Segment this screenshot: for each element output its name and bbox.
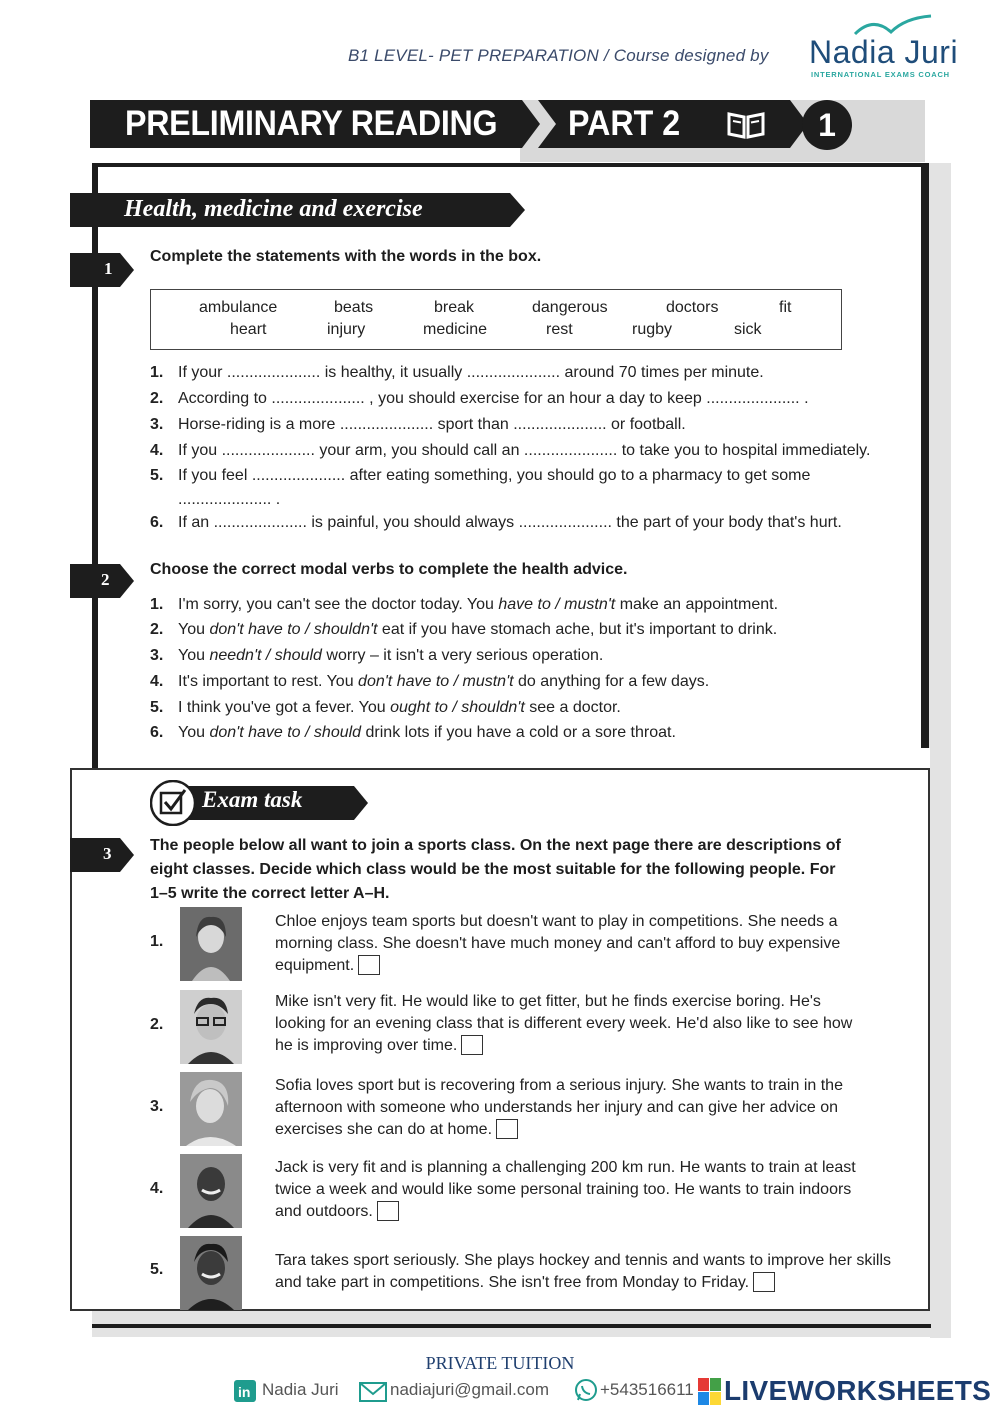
linkedin-icon[interactable] xyxy=(234,1380,256,1402)
item-text: do anything for a few days. xyxy=(513,673,710,690)
word: doctors xyxy=(666,299,719,316)
item-text: drink lots if you have a cold or a sore throat. xyxy=(361,724,676,741)
description-line: Sofia loves sport but is recovering from a serious injury. She wants to train in the xyxy=(275,1077,843,1094)
exercise-2-instruction: Choose the correct modal verbs to complete the health advice. xyxy=(150,561,628,578)
part-label: PART 2 xyxy=(568,104,681,143)
svg-text:in: in xyxy=(238,1384,251,1400)
frame-shadow xyxy=(929,163,951,748)
item-text: You xyxy=(178,647,210,664)
whatsapp-icon[interactable] xyxy=(574,1378,598,1402)
modal-options[interactable]: don't have to / shouldn't xyxy=(209,621,378,638)
item-number: 5. xyxy=(150,467,164,484)
item-number: 1. xyxy=(150,364,164,381)
logo-name: Nadia Juri xyxy=(809,34,959,70)
item-number: 6. xyxy=(150,724,164,741)
person-number: 3. xyxy=(150,1098,164,1115)
modal-options[interactable]: ought to / shouldn't xyxy=(390,699,525,716)
item-text: I think you've got a fever. You xyxy=(178,699,391,716)
book-icon xyxy=(726,110,766,140)
item-text: You xyxy=(178,724,210,741)
page-title: PRELIMINARY READING xyxy=(125,104,498,143)
answer-box[interactable] xyxy=(753,1272,775,1292)
exercise-1-instruction: Complete the statements with the words in the box. xyxy=(150,248,542,265)
private-tuition-label: PRIVATE TUITION xyxy=(425,1353,575,1373)
frame-right xyxy=(921,163,929,748)
answer-box[interactable] xyxy=(461,1035,483,1055)
modal-options[interactable]: have to / mustn't xyxy=(498,596,616,613)
person-number: 5. xyxy=(150,1261,164,1278)
item-text: I'm sorry, you can't see the doctor today. You xyxy=(178,596,499,613)
word: beats xyxy=(334,299,374,316)
item-text[interactable]: If you ..................... your arm, you should call an ..................... to take you to hospital immediately. xyxy=(178,442,871,459)
person-photo-jack xyxy=(180,1154,242,1228)
modal-options[interactable]: don't have to / mustn't xyxy=(358,673,514,690)
description-line: Tara takes sport seriously. She plays hockey and tennis and wants to improve her skills xyxy=(275,1252,891,1269)
item-text[interactable]: According to ..................... , you should exercise for an hour a day to keep ..................... . xyxy=(178,390,809,407)
logo-subtitle: INTERNATIONAL EXAMS COACH xyxy=(811,70,950,79)
liveworksheets-brand: LIVEWORKSHEETS xyxy=(724,1375,992,1406)
item-text[interactable]: If an ..................... is painful, you should always ..................... the part of your body that's hurt. xyxy=(178,514,842,531)
person-number: 2. xyxy=(150,1016,164,1033)
exercise-1-number: 1 xyxy=(104,259,113,278)
word: medicine xyxy=(423,321,488,338)
person-number: 1. xyxy=(150,933,164,950)
item-number: 1. xyxy=(150,596,164,613)
phone-number[interactable]: +543516611 xyxy=(600,1380,694,1399)
person-description xyxy=(275,1157,875,1223)
description-line: Jack is very fit and is planning a challenging 200 km run. He wants to train at least xyxy=(275,1159,856,1176)
description-line: afternoon with someone who understands her injury and can give her advice on xyxy=(275,1099,839,1116)
description-line: Chloe enjoys team sports but doesn't want to play in competitions. She needs a xyxy=(275,913,838,930)
instruction-line: eight classes. Decide which class would be the most suitable for the following people. For xyxy=(150,861,836,878)
person-photo-sofia xyxy=(180,1072,242,1146)
instruction-line: 1–5 write the correct letter A–H. xyxy=(150,885,390,902)
word: break xyxy=(434,299,475,316)
item-number: 4. xyxy=(150,442,164,459)
person-photo-mike xyxy=(180,990,242,1064)
word: injury xyxy=(327,321,366,338)
item-number: 5. xyxy=(150,699,164,716)
modal-options[interactable]: don't have to / should xyxy=(209,724,362,741)
person-photo-tara xyxy=(180,1236,242,1310)
answer-box[interactable] xyxy=(377,1201,399,1221)
linkedin-name[interactable]: Nadia Juri xyxy=(262,1380,339,1399)
email-address[interactable]: nadiajuri@gmail.com xyxy=(390,1380,549,1399)
exercise-1-tab xyxy=(70,253,134,287)
person-description xyxy=(275,991,875,1057)
item-number: 2. xyxy=(150,390,164,407)
course-line: B1 LEVEL- PET PREPARATION / Course designed by xyxy=(348,46,769,65)
exercise-2-number: 2 xyxy=(101,570,110,589)
person-photo-chloe xyxy=(180,907,242,981)
word: dangerous xyxy=(532,299,608,316)
word: sick xyxy=(734,321,762,338)
description-line: and take part in competitions. She isn't free from Monday to Friday. xyxy=(275,1274,750,1291)
item-text: see a doctor. xyxy=(524,699,621,716)
answer-box[interactable] xyxy=(496,1119,518,1139)
item-number: 4. xyxy=(150,673,164,690)
word: fit xyxy=(779,299,792,316)
exercise-3-tab xyxy=(70,838,134,872)
description-line: morning class. She doesn't have much money and can't afford to buy expensive xyxy=(275,935,841,952)
exam-bottom-line xyxy=(92,1324,931,1328)
item-text: You xyxy=(178,621,210,638)
description-line: equipment. xyxy=(275,957,355,974)
item-text[interactable]: If you feel ..................... after eating something, you should go to a pharmacy to get some xyxy=(178,467,811,484)
exercise-3-number: 3 xyxy=(103,844,112,863)
item-text: make an appointment. xyxy=(615,596,779,613)
unit-number-badge: 1 xyxy=(802,100,852,150)
exam-task-label: Exam task xyxy=(202,787,303,812)
description-line: exercises she can do at home. xyxy=(275,1121,493,1138)
word: ambulance xyxy=(199,299,278,316)
description-line: and outdoors. xyxy=(275,1203,373,1220)
item-number: 2. xyxy=(150,621,164,638)
email-icon[interactable] xyxy=(359,1382,387,1402)
person-description xyxy=(275,1075,875,1141)
word-box xyxy=(150,289,842,350)
item-number: 6. xyxy=(150,514,164,531)
instruction-line: The people below all want to join a sports class. On the next page there are descriptions of xyxy=(150,837,841,854)
description-line: Mike isn't very fit. He would like to get fitter, but he finds exercise boring. He's xyxy=(275,993,821,1010)
person-description xyxy=(275,911,875,977)
item-text: worry – it isn't a very serious operation. xyxy=(321,647,604,664)
description-line: looking for an evening class that is different every week. He'd also like to see how xyxy=(275,1015,853,1032)
nadia-juri-logo xyxy=(805,14,965,84)
item-number: 3. xyxy=(150,647,164,664)
item-text[interactable]: If your ..................... is healthy, it usually ..................... around 70 times per minute. xyxy=(178,364,764,381)
item-text-continued[interactable]: ..................... . xyxy=(178,491,281,508)
liveworksheets-logo-icon xyxy=(698,1378,722,1406)
frame-top xyxy=(92,163,925,167)
person-description xyxy=(275,1250,915,1294)
description-line: twice a week and would like some personal training too. He wants to train indoors xyxy=(275,1181,852,1198)
exam-shadow-right xyxy=(930,748,951,1338)
item-text: It's important to rest. You xyxy=(178,673,359,690)
answer-box[interactable] xyxy=(358,955,380,975)
word: heart xyxy=(230,321,267,338)
exam-instruction xyxy=(150,834,841,906)
word: rugby xyxy=(632,321,673,338)
description-line: he is improving over time. xyxy=(275,1037,458,1054)
word: rest xyxy=(546,321,573,338)
item-text: eat if you have stomach ache, but it's important to drink. xyxy=(377,621,778,638)
item-text[interactable]: Horse-riding is a more ..................... sport than ..................... or football. xyxy=(178,416,686,433)
modal-options[interactable]: needn't / should xyxy=(209,647,322,664)
topic-heading: Health, medicine and exercise xyxy=(124,196,423,222)
person-number: 4. xyxy=(150,1180,164,1197)
item-number: 3. xyxy=(150,416,164,433)
